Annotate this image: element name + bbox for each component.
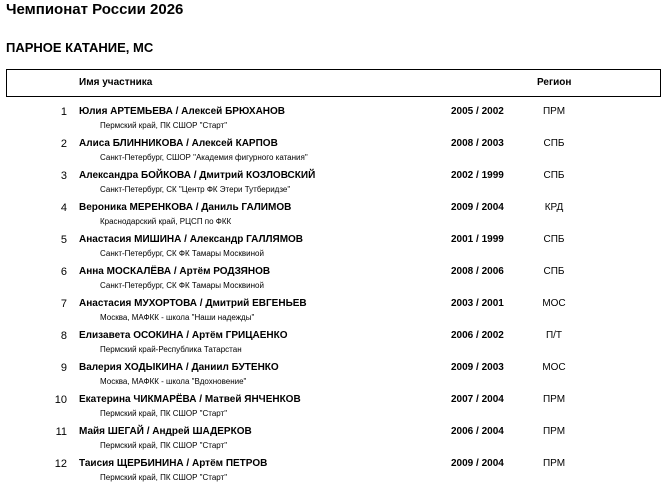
birth-years: 2002 / 1999	[451, 170, 504, 181]
table-row	[0, 456, 664, 488]
pair-names: Анна МОСКАЛЁВА / Артём РОДЗЯНОВ	[79, 266, 271, 277]
rank: 10	[54, 394, 67, 406]
pair-names: Юлия АРТЕМЬЕВА / Алексей БРЮХАНОВ	[79, 106, 286, 117]
header-region: Регион	[537, 77, 572, 88]
club: Санкт-Петербург, СК ФК Тамары Москвиной	[100, 249, 264, 258]
club: Санкт-Петербург, СК "Центр ФК Этери Тутберидзе"	[100, 185, 291, 194]
rank: 1	[60, 106, 67, 118]
pair-names: Анастасия МИШИНА / Александр ГАЛЛЯМОВ	[79, 234, 304, 245]
region-code: СПБ	[543, 234, 565, 245]
club: Санкт-Петербург, СШОР "Академия фигурного катания"	[100, 153, 308, 162]
table-row	[0, 168, 664, 200]
region-code: МОС	[542, 298, 566, 309]
birth-years: 2009 / 2004	[451, 458, 504, 469]
birth-years: 2003 / 2001	[451, 298, 504, 309]
region-code: П/Т	[545, 330, 563, 341]
club: Москва, МАФКК - школа "Наши надежды"	[100, 313, 255, 322]
region-code: ПРМ	[542, 106, 566, 117]
club: Санкт-Петербург, СК ФК Тамары Москвиной	[100, 281, 264, 290]
table-row	[0, 264, 664, 296]
birth-years: 2001 / 1999	[451, 234, 504, 245]
region-code: ПРМ	[542, 458, 566, 469]
table-row	[0, 296, 664, 328]
birth-years: 2007 / 2004	[451, 394, 504, 405]
pair-names: Майя ШЕГАЙ / Андрей ШАДЕРКОВ	[79, 426, 252, 437]
club: Пермский край-Республика Татарстан	[100, 345, 242, 354]
document-title: Чемпионат России 2026	[6, 1, 184, 18]
region-code: ПРМ	[542, 426, 566, 437]
header-participant-name: Имя участника	[79, 77, 153, 88]
rank: 11	[55, 426, 67, 438]
table-row	[0, 232, 664, 264]
rank: 12	[54, 458, 67, 470]
pair-names: Алиса БЛИННИКОВА / Алексей КАРПОВ	[79, 138, 278, 149]
event-title: ПАРНОЕ КАТАНИЕ, МС	[6, 40, 154, 55]
club: Краснодарский край, РЦСП по ФКК	[100, 217, 232, 226]
pair-names: Александра БОЙКОВА / Дмитрий КОЗЛОВСКИЙ	[79, 170, 316, 181]
pair-names: Екатерина ЧИКМАРЁВА / Матвей ЯНЧЕНКОВ	[79, 394, 301, 405]
club: Москва, МАФКК - школа "Вдохновение"	[100, 377, 247, 386]
region-code: СПБ	[543, 266, 565, 277]
region-code: КРД	[544, 202, 564, 213]
region-code: СПБ	[543, 138, 565, 149]
pair-names: Таисия ЩЕРБИНИНА / Артём ПЕТРОВ	[79, 458, 268, 469]
table-row	[0, 392, 664, 424]
birth-years: 2008 / 2006	[451, 266, 504, 277]
rank: 4	[60, 202, 67, 214]
birth-years: 2006 / 2004	[451, 426, 504, 437]
region-code: МОС	[542, 362, 566, 373]
rank: 6	[60, 266, 67, 278]
table-row	[0, 360, 664, 392]
rank: 5	[60, 234, 67, 246]
rank: 7	[60, 298, 67, 310]
birth-years: 2005 / 2002	[451, 106, 504, 117]
pair-names: Елизавета ОСОКИНА / Артём ГРИЦАЕНКО	[79, 330, 288, 341]
table-row	[0, 424, 664, 456]
table-row	[0, 328, 664, 360]
pair-names: Вероника МЕРЕНКОВА / Даниль ГАЛИМОВ	[79, 202, 292, 213]
birth-years: 2009 / 2003	[451, 362, 504, 373]
club: Пермский край, ПК СШОР "Старт"	[100, 121, 228, 130]
pair-names: Валерия ХОДЫКИНА / Даниил БУТЕНКО	[79, 362, 279, 373]
club: Пермский край, ПК СШОР "Старт"	[100, 409, 228, 418]
table-row	[0, 200, 664, 232]
rank: 2	[60, 138, 67, 150]
club: Пермский край, ПК СШОР "Старт"	[100, 473, 228, 482]
table-row	[0, 136, 664, 168]
region-code: СПБ	[543, 170, 565, 181]
rank: 3	[60, 170, 67, 182]
birth-years: 2008 / 2003	[451, 138, 504, 149]
results-list	[0, 104, 664, 488]
birth-years: 2006 / 2002	[451, 330, 504, 341]
pair-names: Анастасия МУХОРТОВА / Дмитрий ЕВГЕНЬЕВ	[79, 298, 307, 309]
rank: 9	[60, 362, 67, 374]
club: Пермский край, ПК СШОР "Старт"	[100, 441, 228, 450]
region-code: ПРМ	[542, 394, 566, 405]
birth-years: 2009 / 2004	[451, 202, 504, 213]
rank: 8	[60, 330, 67, 342]
table-header	[6, 69, 661, 97]
table-row	[0, 104, 664, 136]
